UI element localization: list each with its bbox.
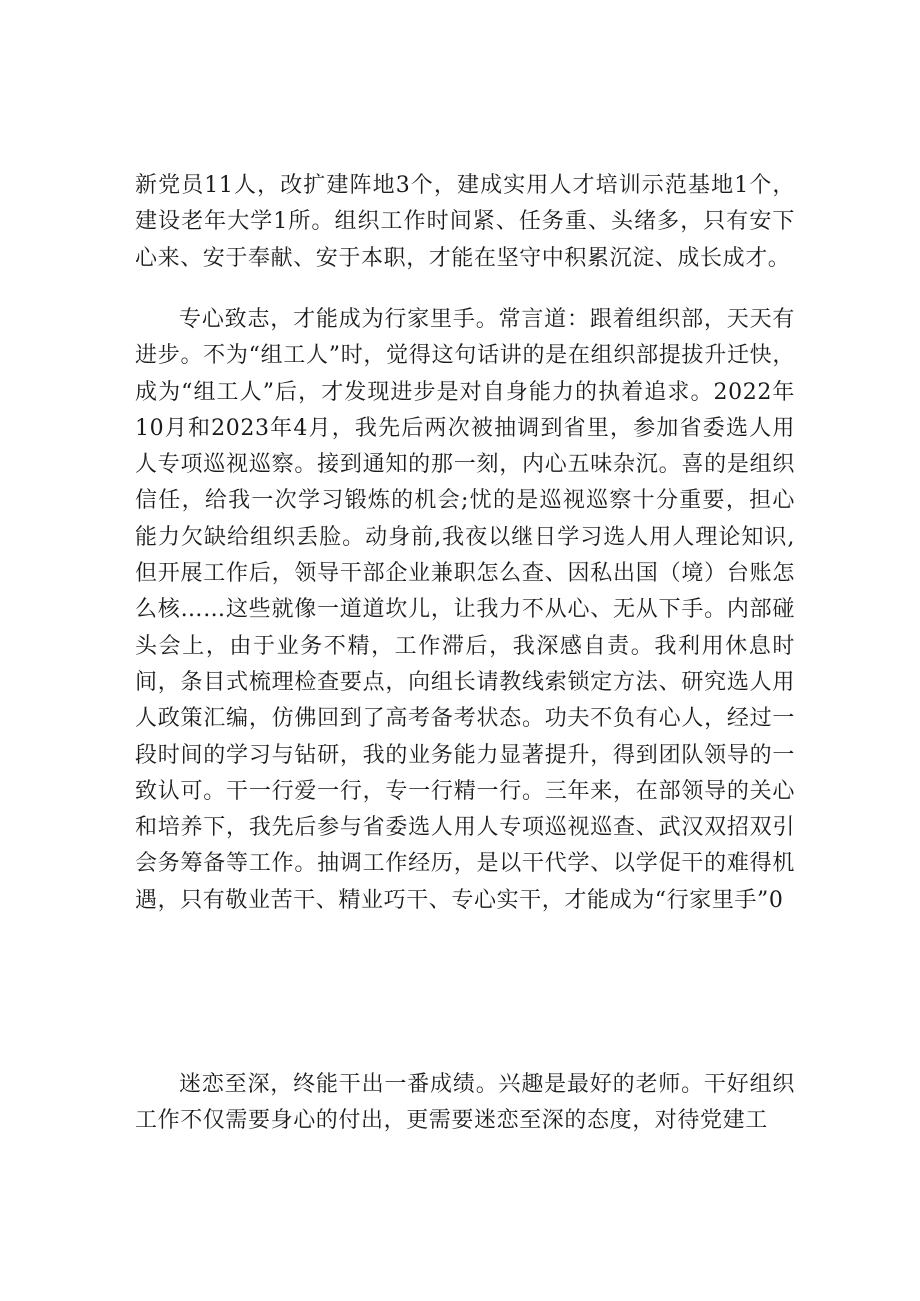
paragraph-professional-focus: 专心致志，才能成为行家里手。常言道：跟着组织部，天天有进步。不为“组工人”时，觉得这句话讲的是在组织部提拔升迁快，成为“组工人”后，才发现进步是对自身能力的执着追求。2022年10月和2023年4月，我先后两次被抽调到省里，参加省委选人用人专项巡视巡察。接到通知的那一刻，内心五味杂沉。喜的是组织信任，给我一次学习锻炼的机会;忧的是巡视巡察十分重要，担心能力欠缺给组织丢脸。动身前,我夜以继日学习选人用人理论知识,但开展工作后，领导干部企业兼职怎么查、因私出国（境）台账怎么核……这些就像一道道坎儿，让我力不从心、无从下手。内部碰头会上，由于业务不精，工作滞后，我深感自责。我利用休息时间，条目式梳理检查要点，向组长请教线索锁定方法、研究选人用人政策汇编，仿佛回到了高考备考状态。功夫不负有心人，经过一段时间的学习与钻研，我的业务能力显著提升，得到团队领导的一致认可。干一行爱一行，专一行精一行。三年来，在部领导的关心和培养下，我先后参与省委选人用人专项巡视巡查、武汉双招双引会务筹备等工作。抽调工作经历，是以干代学、以学促干的难得机遇，只有敬业苦干、精业巧干、专心实干，才能成为“行家里手”0 — [135, 307, 795, 913]
paragraph-passion: 迷恋至深，终能干出一番成绩。兴趣是最好的老师。干好组织工作不仅需要身心的付出，更需要迷恋至深的态度，对待党建工 — [135, 1072, 795, 1134]
paragraph-continued: 新党员11人，改扩建阵地3个，建成实用人才培训示范基地1个，建设老年大学1所。组织工作时间紧、任务重、头绪多，只有安下心来、安于奉献、安于本职，才能在坚守中积累沉淀、成长成才。 — [135, 173, 795, 271]
